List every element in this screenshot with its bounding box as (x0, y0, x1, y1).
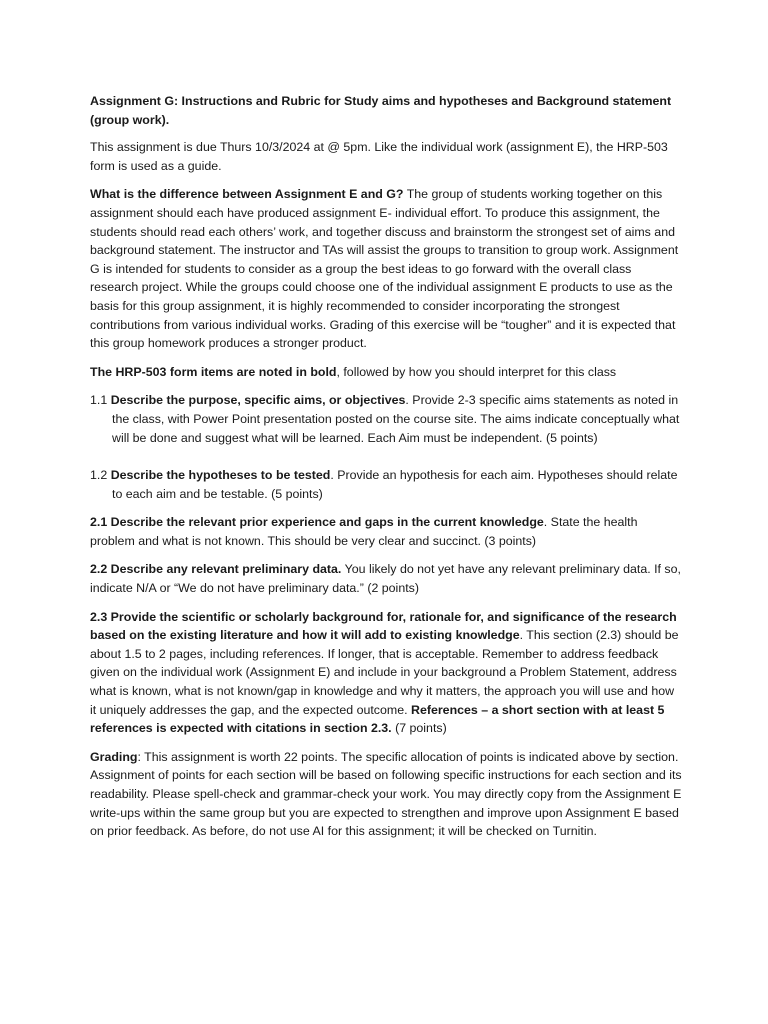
section-2-3-points: (7 points) (391, 721, 447, 736)
form-note-paragraph (90, 363, 682, 382)
item-heading: Describe the hypotheses to be tested (110, 468, 331, 483)
difference-heading: What is the difference between Assignment E and G? (90, 187, 404, 202)
section-2-1-text: . State the health problem and what is not known. This should be very clear and succinct. (3 points) (90, 515, 638, 548)
section-2-2-text: You likely do not yet have any relevant preliminary data. If so, indicate N/A or “We do not have preliminary data.” (2 points) (90, 562, 681, 596)
item-heading: Describe the purpose, specific aims, or objectives (110, 393, 406, 408)
item-1-1 (90, 391, 682, 447)
document-title: Assignment G: Instructions and Rubric for Study aims and hypotheses and Background statement (group work). (90, 94, 672, 127)
grading-text: : This assignment is worth 22 points. The specific allocation of points is indicated above by section. Assignment of points for each section will be based on following specific instructions for each section and its readability. Please spell-check and grammar-check your work. You may directly copy from the Assignment E write-ups within the same group but you are expected to strengthen and improve upon Assignment E based on prior feedback. As before, do not use AI for this assignment; it will be checked on Turnitin. (90, 749, 682, 839)
item-text: . Provide an hypothesis for each aim. Hypotheses should relate to each aim and be testable. (5 points) (112, 468, 678, 501)
grading-paragraph (90, 748, 682, 841)
form-note-text: , followed by how you should interpret for this class (336, 364, 617, 379)
form-note-bold: The HRP-503 form items are noted in bold (90, 364, 337, 379)
section-2-1-heading: 2.1 Describe the relevant prior experience and gaps in the current knowledge (90, 515, 544, 530)
difference-text: The group of students working together on this assignment should each have produced assignment E- individual effort. To produce this assignment, the students should read each others’ work, and together discuss and brainstorm the strongest set of aims and background statement. The instructor and TAs will assist the groups to transition to group work. Assignment G is intended for students to consider as a group the best ideas to go forward with the overall class research project. While the groups could choose one of the individual assignment E products to use as the basis for this group assignment, it is highly recommended to consider incorporating the strongest contributions from various individual works. Grading of this exercise will be “tougher” and it is expected that this group homework produces a stronger product. (90, 187, 679, 351)
item-number: 1.1 (90, 393, 108, 408)
section-2-3-heading: 2.3 Provide the scientific or scholarly background for, rationale for, and significance of the research based on the existing literature and how it will add to existing knowledge (90, 609, 677, 643)
section-2-3 (90, 608, 682, 738)
section-2-1 (90, 513, 682, 550)
item-number: 1.2 (90, 468, 108, 483)
item-text: . Provide 2-3 specific aims statements as noted in the class, with Power Point presentation posted on the course site. The aims indicate conceptually what will be done and suggest what will be learned. Each Aim must be independent. (5 points) (112, 393, 680, 445)
grading-heading: Grading (90, 749, 138, 764)
section-2-2-heading: 2.2 Describe any relevant preliminary data. (90, 562, 342, 577)
item-1-2 (90, 466, 682, 503)
section-2-2 (90, 560, 682, 597)
due-date-paragraph: This assignment is due Thurs 10/3/2024 at @ 5pm. Like the individual work (assignment E), the HRP-503 form is used as a guide. (90, 140, 668, 173)
difference-paragraph (90, 185, 682, 352)
references-note: References – a short section with at least 5 references is expected with citations in section 2.3. (90, 702, 665, 736)
section-2-3-text: . This section (2.3) should be about 1.5 to 2 pages, including references. If longer, that is acceptable. Remember to address feedback given on the individual work (Assignment E) and include in your background a Problem Statement, address what is known, what is not known/gap in knowledge and why it matters, the approach you will use and how it uniquely addresses the gap, and the expected outcome. (90, 628, 679, 717)
document-page (90, 92, 682, 851)
